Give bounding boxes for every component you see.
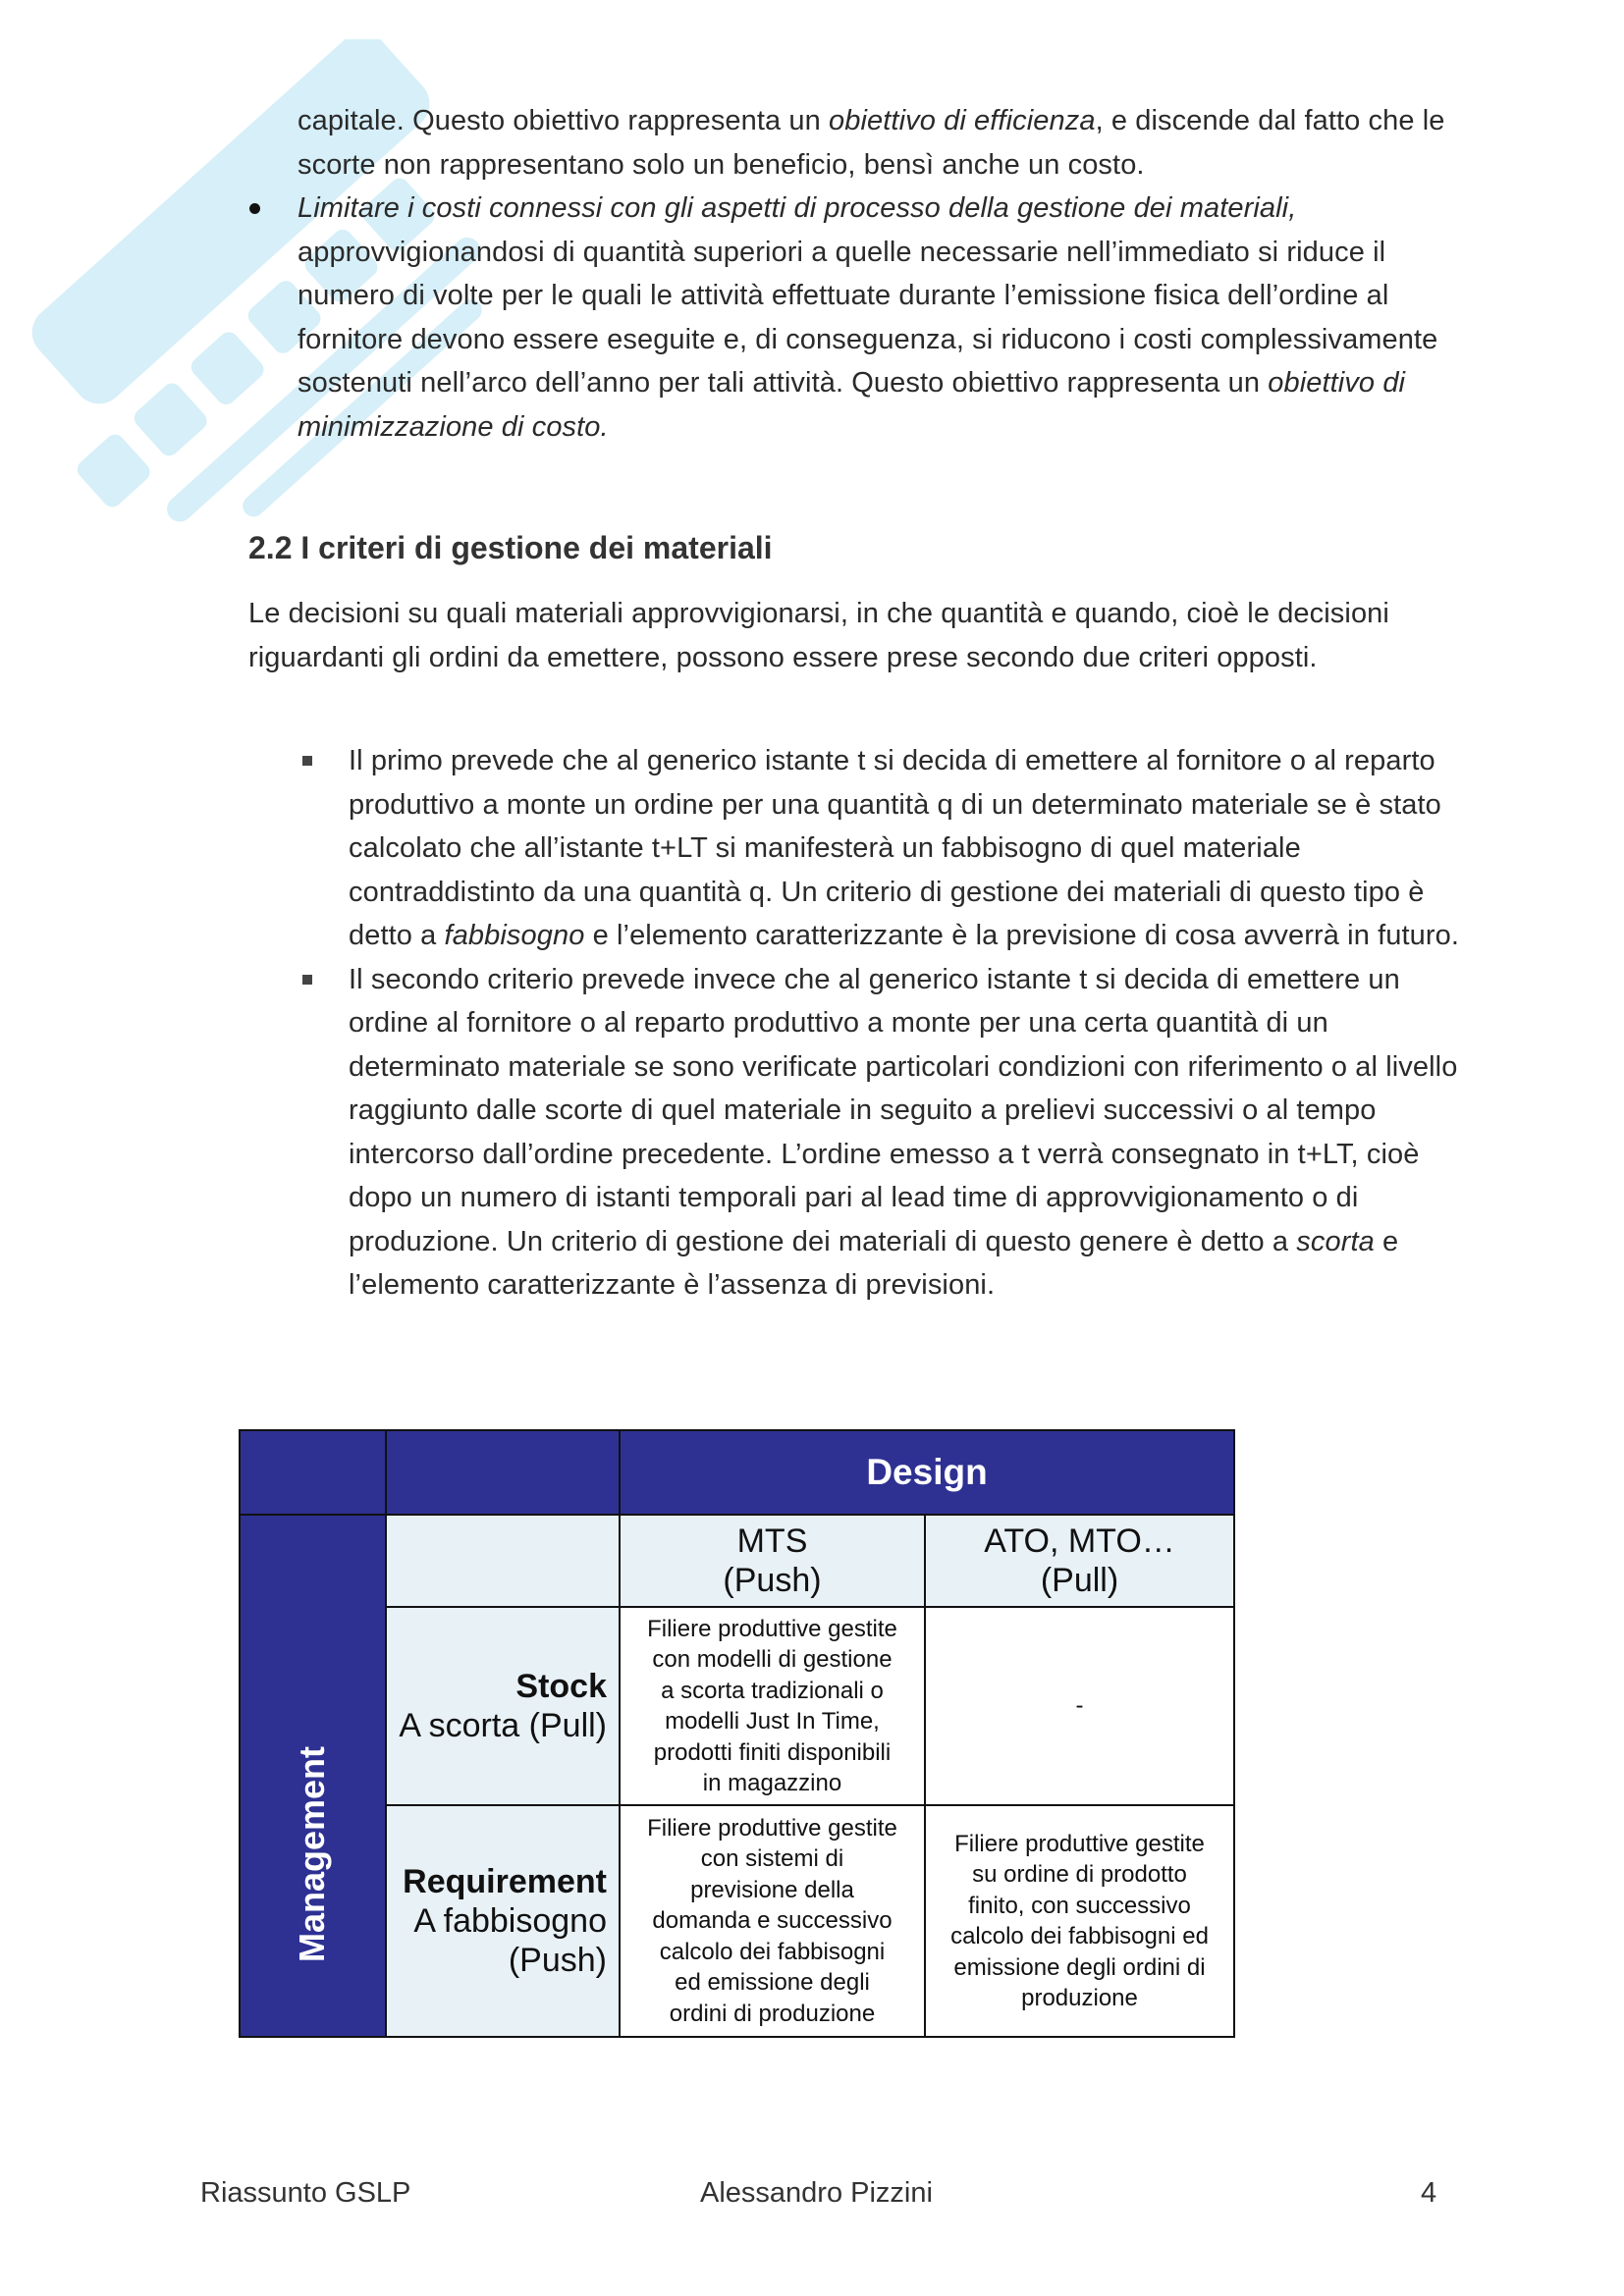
cell-requirement-mts [619,1804,926,2038]
design-header-cell [619,1429,1235,1516]
list-item [300,739,1459,958]
text-run: capitale. Questo obiettivo rappresenta un [298,105,830,136]
row-title: Stock [515,1668,607,1705]
cell-line: in magazzino [702,1770,842,1796]
cell-line: Filiere produttive gestite [647,1814,897,1842]
cell-line: prodotti finiti disponibili [653,1738,892,1766]
text-run: Il secondo criterio prevede invece che al generico istante t si decida di emettere un ordine al fornitore o al reparto produttivo a monte per una certa quantità di un determinato materiale se sono verificate particolari condizioni con riferimento o al livello raggiunto dalle scorte di quel materiale in seguito a prelievi successivi o al tempo intercorso dall’ordine precedente. L’ordine emesso a t verrà consegnato in t+LT, cioè dopo un numero di istanti temporali pari al lead time di approvvigionamento o di produzione. Un criterio di gestione dei materiali di questo genere è detto a [349,963,1458,1257]
cell-stock-ato [924,1606,1235,1806]
list-item [248,187,1466,449]
text-run-italic: obiettivo di efficienza [829,105,1096,136]
matrix-corner-cell [239,1429,387,1516]
footer-left: Riassunto GSLP [200,2177,411,2209]
cell-line: ed emissione degli [675,1969,870,1997]
text-run: approvvigionandosi di quantità superiori a quelle necessarie nell’immediato si riduce il numero di volte per le quali le attività effettuate durante l’emissione fisica dell’ordine al fornitore devono essere eseguite e, di conseguenza, si riducono i costi complessivamente sostenuti nell’arco dell’anno per tali attività. Questo obiettivo rappresenta un [298,236,1438,399]
section-heading: 2.2 I criteri di gestione dei materiali [248,530,773,565]
row-header-requirement [385,1804,621,2038]
square-bullet-icon [302,975,312,985]
cell-line: emissione degli ordini di [953,1953,1206,1981]
text-run-italic: fabbisogno [444,920,585,951]
page-number: 4 [1421,2177,1437,2209]
cell-line: previsione della [690,1876,854,1903]
text-run-italic: Limitare i costi connessi con gli aspetti di processo della gestione dei materiali, [298,192,1297,224]
column-subtitle: (Push) [723,1562,822,1599]
bullet-marker-icon [249,203,260,214]
list-item [300,958,1459,1308]
paragraph-continuation [298,99,1456,187]
square-bullet-icon [302,756,312,766]
column-title: ATO, MTO… [984,1522,1175,1560]
cell-line: - [1075,1692,1084,1720]
management-header-cell [239,1514,387,2038]
cell-line: calcolo dei fabbisogni [659,1938,886,1965]
cell-line: domanda e successivo [652,1907,893,1935]
column-header-ato-mto [924,1514,1235,1608]
text-run: e l’elemento caratterizzante è l’assenza di previsioni. [349,1225,1399,1301]
row-subtitle: A scorta (Pull) [399,1707,607,1744]
cell-requirement-ato [924,1804,1235,2038]
empty-header-cell [385,1514,621,1608]
cell-line: produzione [1021,1985,1138,2011]
row-subtitle: A fabbisogno [413,1902,607,1940]
text-run: Il primo prevede che al generico istante t si decida di emettere al fornitore o al reparto produttivo a monte un ordine per una quantità q di un determinato materiale se è stato calcolato che all’istante t+LT si manifesterà un fabbisogno di quel materiale contraddistinto da una quantità q. Un criterio di gestione dei materiali di questo tipo è detto a [349,745,1441,951]
cell-line: ordini di produzione [669,2000,876,2027]
column-header-mts [619,1514,926,1608]
row-title: Requirement [403,1863,607,1900]
cell-line: a scorta tradizionali o [661,1677,884,1704]
cell-line: Filiere produttive gestite [954,1830,1205,1857]
cell-line: con sistemi di [700,1845,844,1873]
text-run: , e discende dal fatto che le scorte non rappresentano solo un beneficio, bensì anche un costo. [298,105,1445,181]
column-subtitle: (Pull) [1040,1562,1119,1599]
text-run-italic: scorta [1296,1225,1375,1257]
design-title: Design [866,1452,988,1492]
cell-line: su ordine di prodotto [972,1861,1187,1888]
text-run-italic: obiettivo di minimizzazione di costo. [298,367,1406,443]
matrix-corner-cell [385,1429,621,1516]
row-subtitle: (Push) [508,1942,607,1979]
bullet-list [248,187,1466,449]
intro-paragraph: Le decisioni su quali materiali approvvigionarsi, in che quantità e quando, cioè le decisioni riguardanti gli ordini da emettere, possono essere prese secondo due criteri opposti. [248,598,1389,673]
text-run: e l’elemento caratterizzante è la previsione di cosa avverrà in futuro. [584,920,1459,951]
criteria-list [300,739,1459,1308]
cell-line: Filiere produttive gestite [647,1615,897,1642]
footer-author: Alessandro Pizzini [700,2177,933,2209]
cell-line: modelli Just In Time, [665,1708,880,1735]
design-management-matrix [239,1429,1235,2038]
management-title: Management [292,1745,333,1963]
cell-line: calcolo dei fabbisogni ed [950,1923,1209,1949]
row-header-stock [385,1606,621,1806]
cell-line: con modelli di gestione [652,1646,893,1673]
cell-stock-mts [619,1606,926,1806]
cell-line: finito, con successivo [968,1892,1191,1919]
column-title: MTS [736,1522,808,1560]
